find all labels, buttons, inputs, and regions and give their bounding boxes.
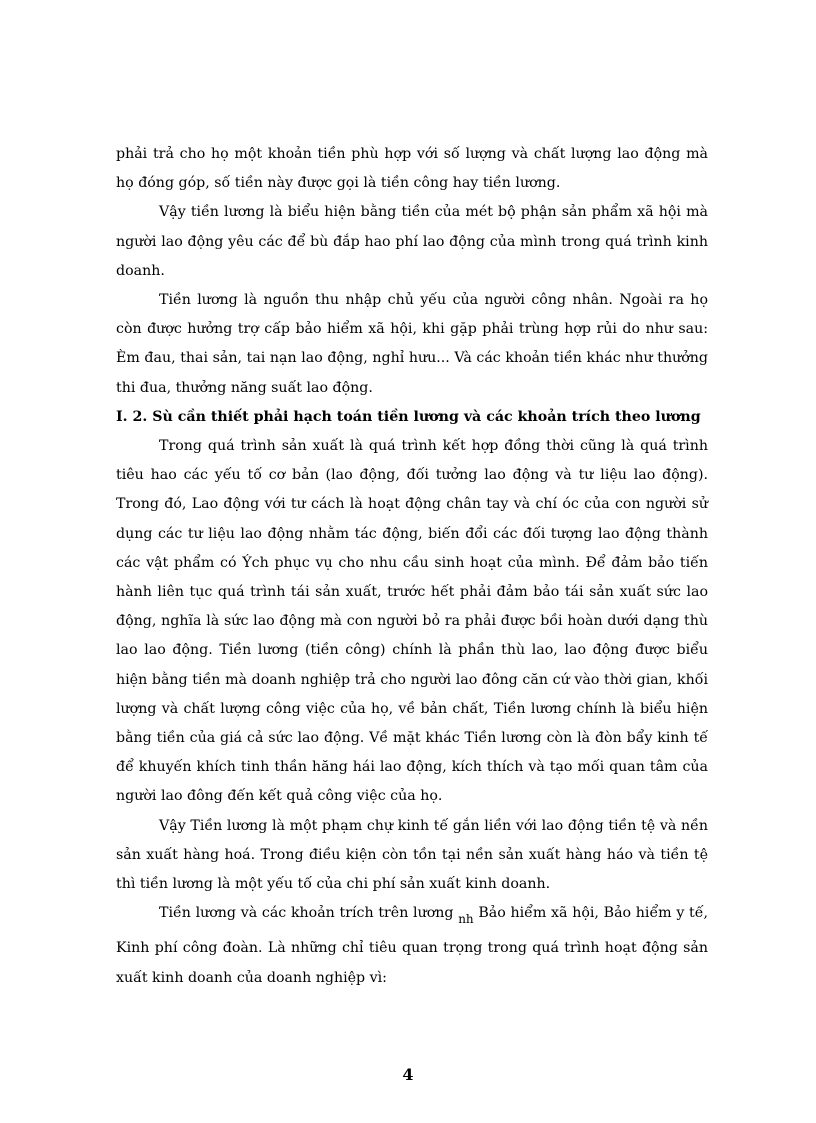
deductions-text-end: Bảo hiểm xã hội, Bảo hiểm y tế, Kinh phí công đoàn. Là những chỉ tiêu quan trọng trong quá trình hoạt động sản xuất kinh doanh của doanh nghiệp vì:	[116, 905, 708, 986]
page-number: 4	[402, 1065, 414, 1084]
deductions-subscript: nh	[458, 912, 474, 927]
paragraph-deductions	[116, 899, 708, 993]
page-body	[116, 140, 708, 993]
paragraph-definition: Vậy tiền lương là biểu hiện bằng tiền của mét bộ phận sản phẩm xã hội mà người lao động yêu các để bù đắp hao phí lao động của mình trong quá trình kinh doanh.	[116, 204, 708, 279]
paragraph-economic-category: Vậy Tiền lương là một phạm chự kinh tế gắn liền với lao động tiền tệ và nền sản xuất hàng hoá. Trong điều kiện còn tồn tại nền sản xuất hàng háo và tiền tệ thì tiền lương là một yếu tố của chi phí sản xuất kinh doanh.	[116, 817, 708, 893]
section-heading: I. 2. Sù cần thiết phải hạch toán tiền lương và các khoản trích theo lương	[116, 408, 701, 425]
deductions-text-start: Tiền lương và các khoản trích trên lương	[159, 905, 459, 922]
paragraph-production-process: Trong quá trình sản xuất là quá trình kết hợp đồng thời cũng là quá trình tiêu hao các yếu tố cơ bản (lao động, đối tưởng lao động và tư liệu lao động). Trong đó, Lao động với tư cách là hoạt động chân tay và chí óc của con người sử dụng các tư liệu lao động nhằm tác động, biến đổi các đối tượng lao động thành các vật phẩm có Ých phục vụ cho nhu cầu sinh hoạt của mình. Để đảm bảo tiến hành liên tục quá trình tái sản xuất, trước hết phải đảm bảo tái sản xuất sức lao động, nghĩa là sức lao động mà con người bỏ ra phải được bồi hoàn dưới dạng thù lao lao động. Tiền lương (tiền công) chính là phần thù lao, lao động được biểu hiện bằng tiền mà doanh nghiệp trả cho người lao đông căn cứ vào thời gian, khối lượng và chất lượng công việc của họ, về bản chất, Tiền lương chính là biểu hiện bằng tiền của giá cả sức lao động. Về mặt khác Tiền lương còn là đòn bẩy kinh tế để khuyến khích tinh thần hăng hái lao động, kích thích và tạo mối quan tâm của người lao đông đến kết quả công việc của họ.	[116, 438, 708, 805]
paragraph-continuation: phải trả cho họ một khoản tiền phù hợp với số lượng và chất lượng lao động mà họ đóng góp, số tiền này được gọi là tiền công hay tiền lương.	[116, 146, 708, 192]
paragraph-income: Tiền lương là nguồn thu nhập chủ yếu của người công nhân. Ngoài ra họ còn được hưởng trợ cấp bảo hiểm xã hội, khi gặp phải trùng hợp rủi do như sau: Èm đau, thai sản, tai nạn lao động, nghỉ hưu... Và các khoản tiền khác như thưởng thi đua, thưởng năng suất lao động.	[116, 292, 708, 396]
